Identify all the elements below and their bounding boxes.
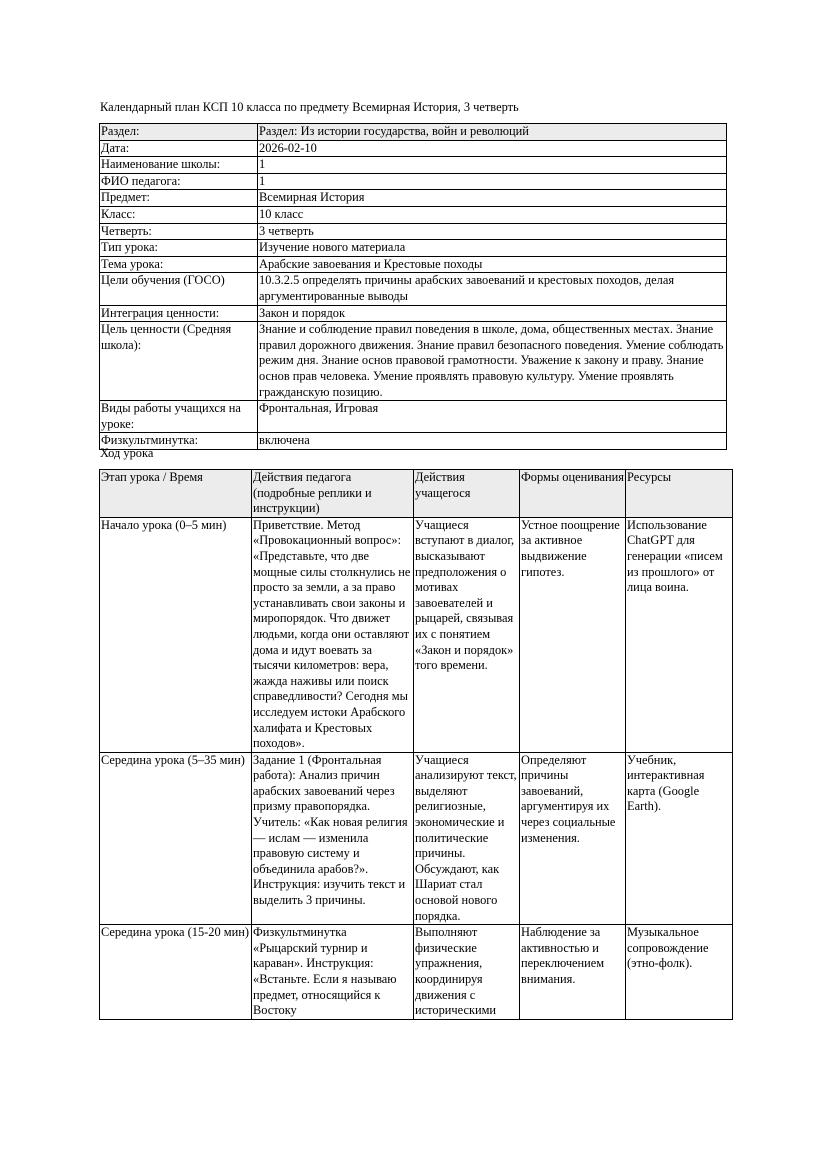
lesson-stage: Середина урока (15-20 мин) [100, 925, 252, 1020]
info-value: Раздел: Из истории государства, войн и революций [258, 124, 727, 141]
info-label: Четверть: [100, 223, 258, 240]
info-value: 3 четверть [258, 223, 727, 240]
info-value: 2026-02-10 [258, 140, 727, 157]
lesson-progress-table [99, 469, 733, 1020]
assessment-forms: Определяют причины завоеваний, аргументируя их через социальные изменения. [520, 752, 626, 925]
info-value: Арабские завоевания и Крестовые походы [258, 256, 727, 273]
info-label: Виды работы учащихся на уроке: [100, 401, 258, 433]
info-value: Закон и порядок [258, 305, 727, 322]
lesson-row [100, 925, 733, 1020]
info-value: 10.3.2.5 определять причины арабских завоеваний и крестовых походов, делая аргументированные выводы [258, 273, 727, 305]
info-label: Физкультминутка: [100, 433, 258, 450]
header-assessment: Формы оценивания [520, 470, 626, 518]
header-resources: Ресурсы [626, 470, 733, 518]
student-actions: Выполняют физические упражнения, координируя движения с историческими [414, 925, 520, 1020]
lesson-progress-title: Ход урока [100, 446, 154, 460]
info-value: 1 [258, 157, 727, 174]
info-label: Дата: [100, 140, 258, 157]
info-label: Тема урока: [100, 256, 258, 273]
info-value: Изучение нового материала [258, 240, 727, 257]
lesson-stage: Начало урока (0–5 мин) [100, 517, 252, 752]
resources: Музыкальное сопровождение (этно-фолк). [626, 925, 733, 1020]
header-stage: Этап урока / Время [100, 470, 252, 518]
teacher-actions: Физкультминутка «Рыцарский турнир и караван». Инструкция: «Встаньте. Если я называю предмет, относящийся к Востоку [252, 925, 414, 1020]
info-value: 10 класс [258, 206, 727, 223]
teacher-actions: Приветствие. Метод «Провокационный вопрос»: «Представьте, что две мощные силы столкнулись не просто за земли, а за право устанавливать свои законы и миропорядок. Что движет людьми, когда они оставляют дома и идут воевать за тысячи километров: вера, жажда наживы или поиск справедливости? Сегодня мы исследуем истоки Арабского халифата и Крестовых походов». [252, 517, 414, 752]
info-label: Предмет: [100, 190, 258, 207]
resources: Учебник, интерактивная карта (Google Earth). [626, 752, 733, 925]
info-label: Цели обучения (ГОСО) [100, 273, 258, 305]
lesson-row [100, 517, 733, 752]
info-label: Раздел: [100, 124, 258, 141]
lesson-header-row [100, 470, 733, 518]
student-actions: Учащиеся вступают в диалог, высказывают предположения о мотивах завоевателей и рыцарей, связывая их с понятием «Закон и порядок» того времени. [414, 517, 520, 752]
info-value: Всемирная История [258, 190, 727, 207]
student-actions: Учащиеся анализируют текст, выделяют религиозные, экономические и политические причины. Обсуждают, как Шариат стал основой нового порядка. [414, 752, 520, 925]
info-label: Цель ценности (Средняя школа): [100, 322, 258, 401]
lesson-stage: Середина урока (5–35 мин) [100, 752, 252, 925]
info-label: Наименование школы: [100, 157, 258, 174]
info-label: Класс: [100, 206, 258, 223]
teacher-actions: Задание 1 (Фронтальная работа): Анализ причин арабских завоеваний через призму правопорядка. Учитель: «Как новая религия — ислам — изменила правовую систему и объединила арабов?». Инструкция: изучить текст и выделить 3 причины. [252, 752, 414, 925]
assessment-forms: Устное поощрение за активное выдвижение гипотез. [520, 517, 626, 752]
info-label: Интеграция ценности: [100, 305, 258, 322]
info-label: Тип урока: [100, 240, 258, 257]
header-students: Действия учащегося [414, 470, 520, 518]
document-title: Календарный план КСП 10 класса по предмету Всемирная История, 3 четверть [100, 100, 519, 114]
info-value: Фронтальная, Игровая [258, 401, 727, 433]
info-label: ФИО педагога: [100, 173, 258, 190]
lesson-row [100, 752, 733, 925]
info-value: 1 [258, 173, 727, 190]
info-value: Знание и соблюдение правил поведения в школе, дома, общественных местах. Знание правил дорожного движения. Знание правил безопасного поведения. Умение соблюдать режим дня. Знание основ правовой грамотности. Уважение к закону и праву. Знание основ прав человека. Умение проявлять правовую культуру. Умение проявлять гражданскую позицию. [258, 322, 727, 401]
header-teacher: Действия педагога (подробные реплики и инструкции) [252, 470, 414, 518]
info-value: включена [258, 433, 727, 450]
resources: Использование ChatGPT для генерации «писем из прошлого» от лица воина. [626, 517, 733, 752]
assessment-forms: Наблюдение за активностью и переключением внимания. [520, 925, 626, 1020]
